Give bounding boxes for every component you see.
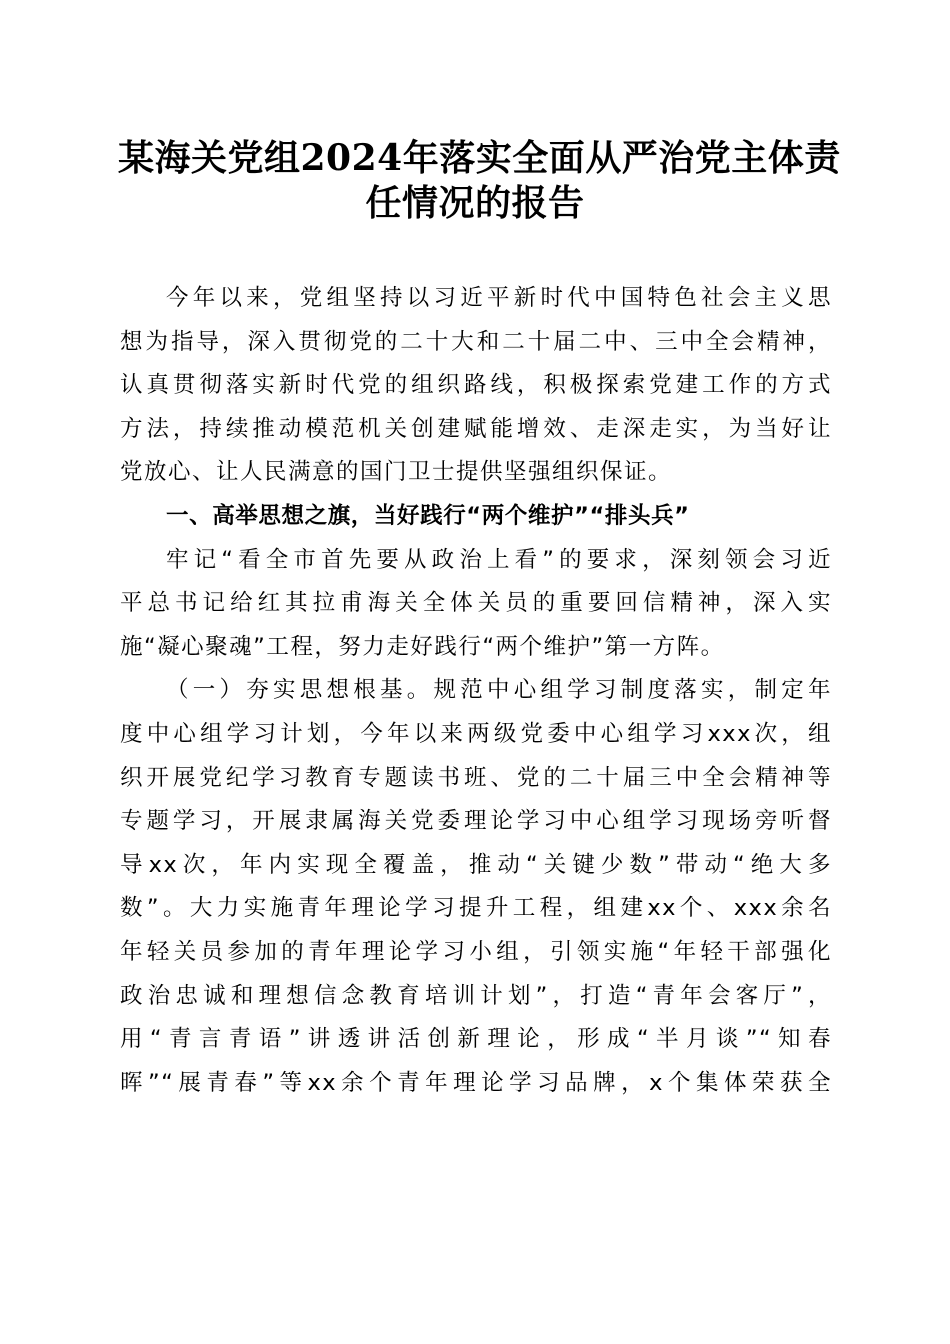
paragraph-line: 党放心、让人民满意的国门卫士提供坚强组织保证。: [120, 459, 673, 486]
paragraph-line: 晖”“展青春”等xx余个青年理论学习品牌，x个集体荣获全: [120, 1069, 832, 1096]
paragraph-line: 施“凝心聚魂”工程，努力走好践行“两个维护”第一方阵。: [120, 633, 725, 660]
document-title: [118, 136, 841, 226]
paragraph-line: 年轻关员参加的青年理论学习小组，引领实施“年轻干部强化: [120, 938, 832, 965]
title-line: 任情况的报告: [365, 182, 585, 224]
subsection-paragraph: [120, 669, 832, 1105]
document-body: [120, 277, 832, 1105]
paragraph-line: 专题学习，开展隶属海关党委理论学习中心组学习现场旁听督: [120, 808, 832, 835]
title-line: 某海关党组2024年落实全面从严治党主体责: [118, 137, 841, 179]
paragraph-line: 导xx次，年内实现全覆盖，推动“关键少数”带动“绝大多: [120, 851, 832, 878]
paragraph-line: 政治忠诚和理想信念教育培训计划”，打造“青年会客厅”，: [120, 982, 832, 1009]
paragraph-line: 牢记“看全市首先要从政治上看”的要求，深刻领会习近: [166, 546, 832, 573]
paragraph-line: 数”。大力实施青年理论学习提升工程，组建xx个、xxx余名: [120, 895, 832, 922]
section-paragraph: [120, 539, 832, 670]
paragraph-line: 平总书记给红其拉甫海关全体关员的重要回信精神，深入实: [120, 590, 832, 617]
paragraph-line: 方法，持续推动模范机关创建赋能增效、走深走实，为当好让: [120, 415, 832, 442]
section-heading: 一、高举思想之旗，当好践行“两个维护”“排头兵”: [166, 502, 690, 529]
paragraph-line: 织开展党纪学习教育专题读书班、党的二十届三中全会精神等: [120, 764, 832, 791]
paragraph-line: 想为指导，深入贯彻党的二十大和二十届二中、三中全会精神，: [120, 328, 832, 355]
paragraph-line: （一）夯实思想根基。规范中心组学习制度落实，制定年: [166, 677, 832, 704]
intro-paragraph: [120, 277, 832, 495]
paragraph-line: 度中心组学习计划，今年以来两级党委中心组学习xxx次，组: [120, 720, 832, 747]
paragraph-line: 认真贯彻落实新时代党的组织路线，积极探索党建工作的方式: [120, 372, 832, 399]
paragraph-line: 今年以来，党组坚持以习近平新时代中国特色社会主义思: [166, 285, 832, 311]
paragraph-line: 用“青言青语”讲透讲活创新理论，形成“半月谈”“知春: [120, 1026, 832, 1053]
